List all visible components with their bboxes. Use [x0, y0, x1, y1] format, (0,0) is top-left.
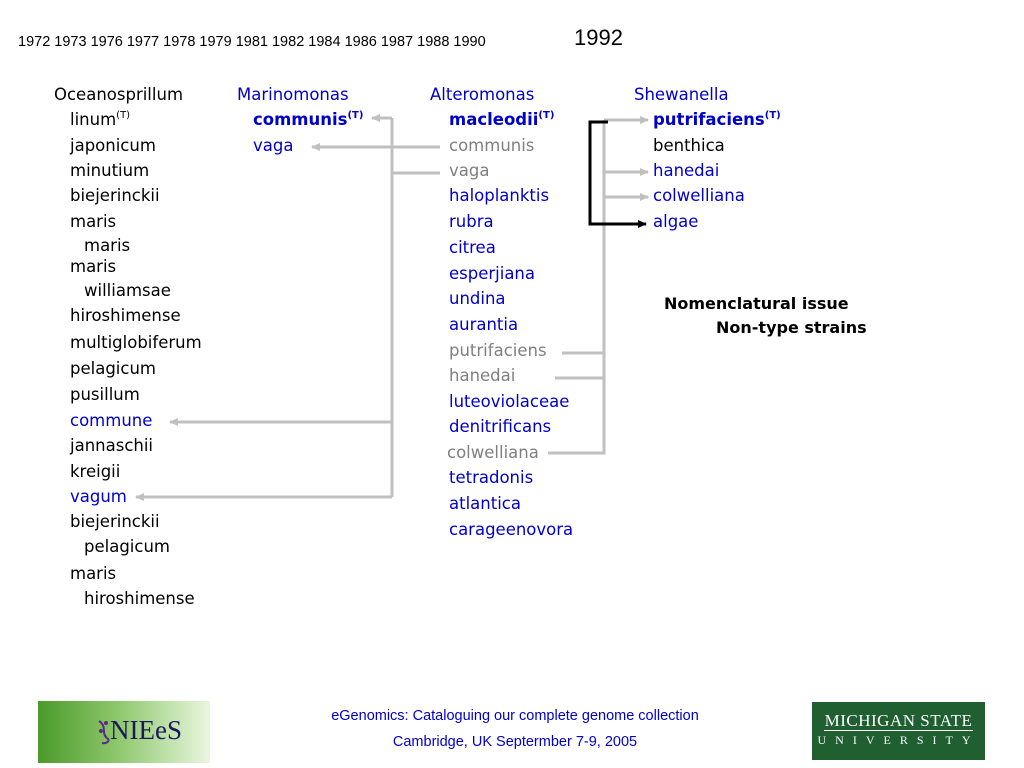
niees-logo-text: NIEeS: [110, 715, 182, 745]
legend-non-type-strains: Non-type strains: [716, 318, 867, 337]
subspecies-maris: maris: [84, 236, 131, 255]
species-atlantica: atlantica: [449, 494, 521, 513]
species-biejerinckii: biejerinckii: [70, 186, 160, 205]
genus-marinomonas: Marinomonas: [237, 85, 349, 104]
species-benthica: benthica: [653, 136, 725, 155]
species-linum: linum$^{(T)}$: [70, 110, 131, 129]
species-vagum: vagum: [70, 487, 127, 506]
current-year: 1992: [574, 25, 623, 50]
species-minutium: minutium: [70, 161, 150, 180]
msu-logo-line2: UNIVERSITY: [817, 733, 980, 747]
subspecies-pelagicum: pelagicum: [84, 537, 170, 556]
species-hiroshimense: hiroshimense: [70, 306, 181, 325]
species-japonicum: japonicum: [70, 136, 156, 155]
species-multiglobiferum: multiglobiferum: [70, 333, 202, 352]
footer-conference-location: Cambridge, UK Septermber 7-9, 2005: [392, 734, 638, 750]
genus-alteromonas: Alteromonas: [430, 85, 535, 104]
species-maris: maris: [70, 212, 117, 231]
year-timeline: 1972 1973 1976 1977 1978 1979 1981 1982 1984 1986 1987 1988 1990: [18, 34, 486, 50]
species-undina: undina: [449, 289, 506, 308]
species-communis: communis: [449, 136, 535, 155]
species-kreigii: kreigii: [70, 462, 121, 481]
species-pusillum: pusillum: [70, 385, 140, 404]
species-communis-type: communis$^{(T)}$: [253, 110, 364, 129]
msu-logo: [812, 702, 985, 760]
species-macleodii-type: macleodii$^{(T)}$: [449, 110, 555, 129]
subspecies-williamsae: williamsae: [84, 281, 171, 300]
species-tetradonis: tetradonis: [449, 468, 534, 487]
species-luteoviolaceae: luteoviolaceae: [449, 392, 570, 411]
species-jannaschii: jannaschii: [70, 436, 154, 455]
species-citrea: citrea: [449, 238, 496, 257]
species-pelagicum: pelagicum: [70, 359, 156, 378]
legend-nomenclatural-issue: Nomenclatural issue: [664, 294, 849, 313]
msu-logo-rule: [824, 730, 973, 731]
footer-conference-title: eGenomics: Cataloguing our complete genome collection: [331, 708, 699, 724]
genus-shewanella: Shewanella: [634, 85, 729, 104]
species-aurantia: aurantia: [449, 315, 519, 334]
species-denitrificans: denitrificans: [449, 417, 552, 436]
species-hanedai: hanedai: [653, 161, 720, 180]
species-rubra: rubra: [449, 212, 494, 231]
niees-logo: [38, 701, 210, 763]
species-putrifaciens: putrifaciens: [449, 341, 547, 360]
genus-oceanospirillum: Oceanosprillum: [54, 85, 184, 104]
species-colwelliana: colwelliana: [447, 443, 539, 462]
species-esperjiana: esperjiana: [449, 264, 536, 283]
species-biejerinckii-2: biejerinckii: [70, 512, 160, 531]
species-maris-2: maris: [70, 257, 117, 276]
species-haloplanktis: haloplanktis: [449, 186, 550, 205]
species-colwelliana: colwelliana: [653, 186, 745, 205]
trunk-marinomonas: [392, 173, 398, 497]
subspecies-hiroshimense: hiroshimense: [84, 589, 195, 608]
msu-logo-line1: MICHIGAN STATE: [824, 711, 973, 730]
species-putrifaciens-type: putrifaciens$^{(T)}$: [653, 110, 781, 129]
species-carageenovora: carageenovora: [449, 520, 574, 539]
species-commune: commune: [70, 411, 153, 430]
species-maris-3: maris: [70, 564, 117, 583]
species-vaga: vaga: [253, 136, 294, 155]
species-algae: algae: [653, 212, 699, 231]
species-vaga: vaga: [449, 161, 490, 180]
species-hanedai: hanedai: [449, 366, 516, 385]
